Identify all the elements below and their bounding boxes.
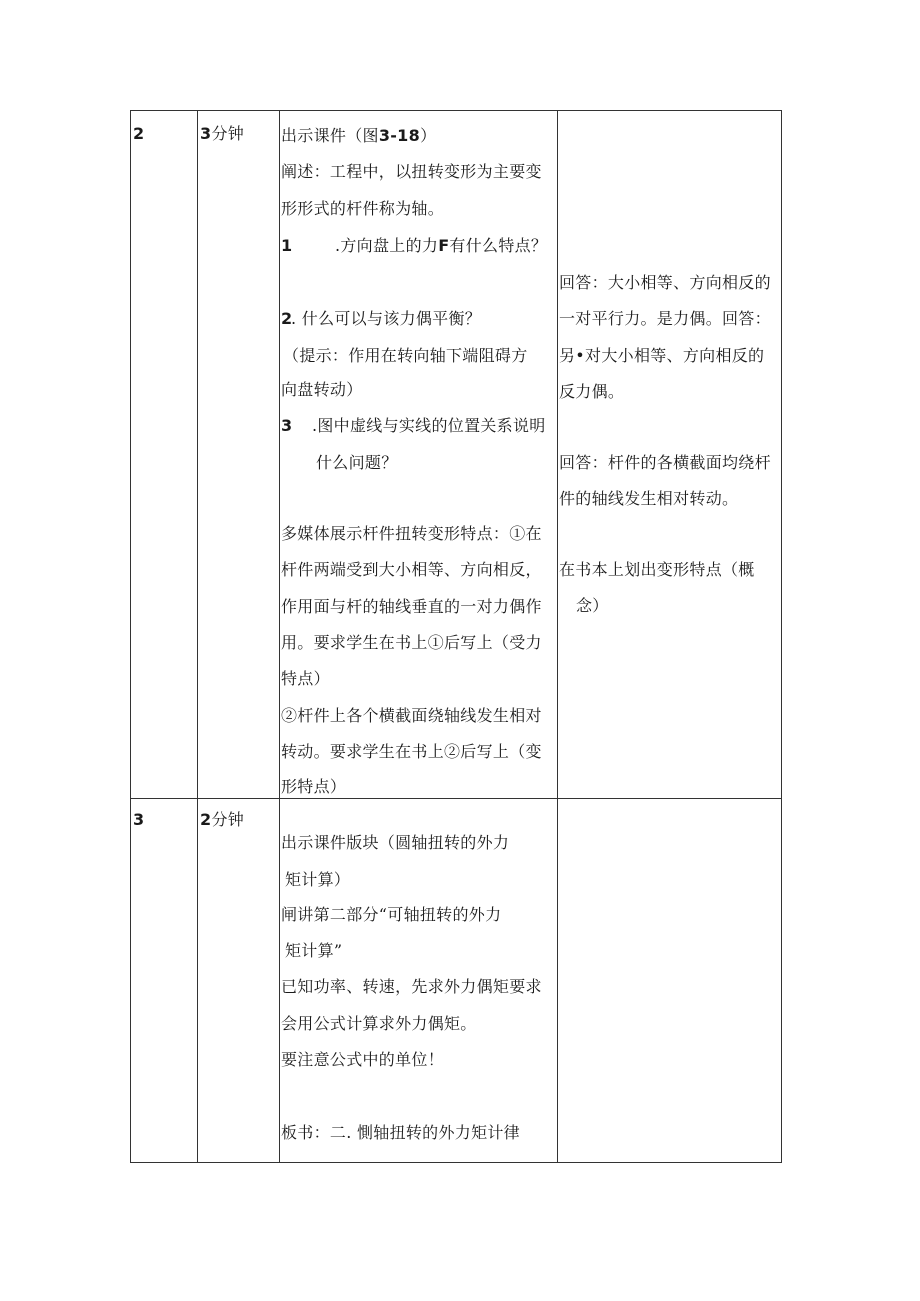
col-divider-2 xyxy=(279,110,280,1163)
col-divider-left xyxy=(130,110,131,1163)
teacher-line: 转动。要求学生在书上②后写上（变 xyxy=(281,742,542,761)
teacher-line xyxy=(281,126,436,146)
question-number: 3 xyxy=(281,416,293,435)
col-divider-3 xyxy=(557,110,558,1163)
teacher-line: 杆件两端受到大小相等、方向相反， xyxy=(281,560,542,579)
teacher-line: ②杆件上各个横截面绕轴线发生相对 xyxy=(281,706,542,725)
table-border-top xyxy=(130,110,782,111)
teacher-line: 已知功率、转速，先求外力偶矩要求 xyxy=(281,977,542,996)
duration-number: 3 xyxy=(200,124,212,143)
student-line: 反力偶。 xyxy=(559,382,625,401)
duration-number: 2 xyxy=(200,810,212,829)
text-span: .方向盘上的力 xyxy=(335,236,439,255)
teacher-line: 闸讲第二部分“可轴扭转的外力 xyxy=(281,905,502,924)
col-divider-1 xyxy=(197,110,198,1163)
teacher-line: 阐述：工程中，以扭转变形为主要变 xyxy=(281,162,542,181)
question-text: .图中虚线与实线的位置关系说明 xyxy=(312,416,546,435)
duration-unit: 分钟 xyxy=(211,810,245,829)
teacher-line: 用。要求学生在书上①后写上（受力 xyxy=(281,633,542,652)
teacher-line: 会用公式计算求外力偶矩。 xyxy=(281,1014,477,1033)
teacher-line: 特点） xyxy=(281,669,330,688)
hint-text: （提示：作用在转向轴下端阻碍方 xyxy=(283,346,528,365)
teacher-line: 形形式的杆件称为轴。 xyxy=(281,199,445,218)
question-text: . 什么可以与该力偶平衡？ xyxy=(291,309,482,328)
row-number: 2 xyxy=(133,124,145,143)
hint-text: 向盘转动） xyxy=(281,380,363,399)
row-divider xyxy=(130,798,782,799)
teacher-line: 要注意公式中的单位！ xyxy=(281,1050,445,1069)
question-number: 1 xyxy=(281,236,293,255)
duration-unit: 分钟 xyxy=(211,124,245,143)
teacher-line: 作用面与杆的轴线垂直的一对力偶作 xyxy=(281,597,542,616)
force-symbol: F xyxy=(438,236,450,255)
teacher-line: 矩计算” xyxy=(285,941,343,960)
student-line: 在书本上划出变形特点（概 xyxy=(559,560,755,579)
student-line: 回答：杆件的各横截面均绕杆 xyxy=(559,453,771,472)
teacher-line: 矩计算） xyxy=(285,870,351,889)
student-line: 回答：大小相等、方向相反的 xyxy=(559,273,771,292)
student-line: 另•对大小相等、方向相反的 xyxy=(559,346,765,365)
teacher-line: 出示课件版块（圆轴扭转的外力 xyxy=(281,833,510,852)
text-span: ） xyxy=(420,126,437,145)
teacher-line: 形特点） xyxy=(281,777,347,796)
figure-number: 3-18 xyxy=(378,126,421,145)
row-duration xyxy=(200,810,244,830)
question-number: 2 xyxy=(281,309,293,328)
row-number: 3 xyxy=(133,810,145,829)
text-span: 出示课件（图 xyxy=(281,126,379,145)
table-border-bottom xyxy=(130,1162,782,1163)
student-line: 件的轴线发生相对转动。 xyxy=(559,489,739,508)
student-line: 一对平行力。是力偶。回答： xyxy=(559,309,771,328)
teacher-line: 板书：二. 惻轴扭转的外力矩计律 xyxy=(281,1123,520,1142)
question-text xyxy=(335,236,547,256)
teacher-line: 多媒体展示杆件扭转变形特点：①在 xyxy=(281,524,542,543)
question-text: 什么问题？ xyxy=(316,453,398,472)
student-line: 念） xyxy=(576,596,609,615)
text-span: 有什么特点？ xyxy=(449,236,548,255)
row-duration xyxy=(200,124,244,144)
col-divider-right xyxy=(781,110,782,1163)
lesson-table xyxy=(130,110,782,1163)
